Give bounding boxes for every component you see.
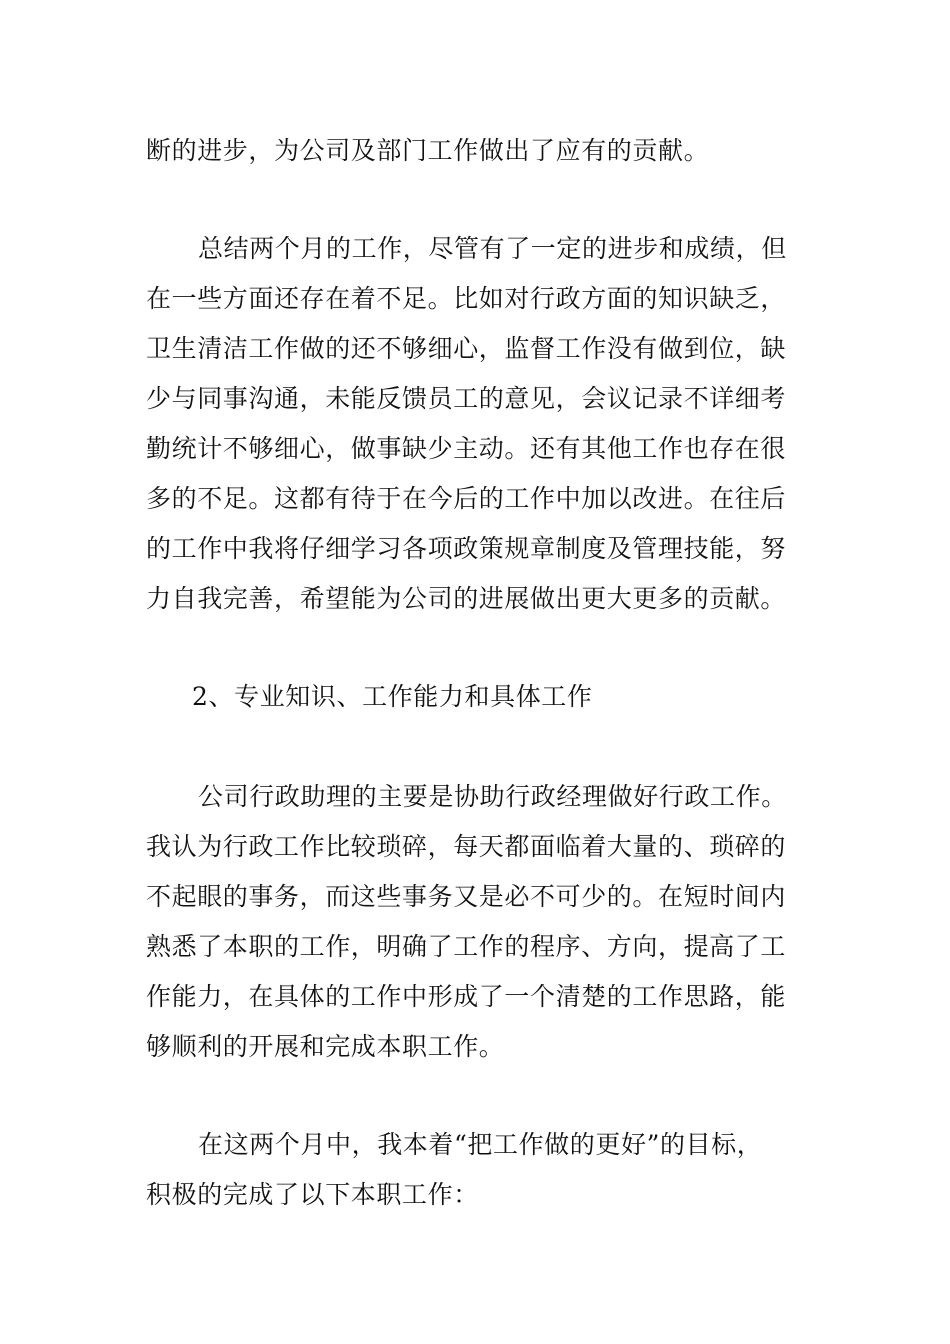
paragraph-line: 积极的完成了以下本职工作： xyxy=(146,1180,479,1209)
paragraph-line: 多的不足。这都有待于在今后的工作中加以改进。在往后 xyxy=(146,484,787,513)
paragraph-line: 公司行政助理的主要是协助行政经理做好行政工作。 xyxy=(198,782,787,811)
paragraph-line: 的工作中我将仔细学习各项政策规章制度及管理技能，努 xyxy=(146,534,787,563)
paragraph-line: 作能力，在具体的工作中形成了一个清楚的工作思路，能 xyxy=(146,982,787,1011)
paragraph-line: 勤统计不够细心，做事缺少主动。还有其他工作也存在很 xyxy=(146,434,787,463)
paragraph-line: 总结两个月的工作，尽管有了一定的进步和成绩，但 xyxy=(198,234,787,263)
paragraph-line: 在一些方面还存在着不足。比如对行政方面的知识缺乏， xyxy=(146,284,787,313)
paragraph-line: 卫生清洁工作做的还不够细心，监督工作没有做到位，缺 xyxy=(146,334,787,363)
paragraph-line: 在这两个月中，我本着“把工作做的更好”的目标， xyxy=(198,1130,763,1159)
paragraph-line: 熟悉了本职的工作，明确了工作的程序、方向，提高了工 xyxy=(146,932,787,961)
paragraph-line: 我认为行政工作比较琐碎，每天都面临着大量的、琐碎的 xyxy=(146,832,787,861)
section-heading: 2、专业知识、工作能力和具体工作 xyxy=(192,682,593,711)
paragraph-line: 断的进步，为公司及部门工作做出了应有的贡献。 xyxy=(146,136,710,165)
paragraph-line: 少与同事沟通，未能反馈员工的意见，会议记录不详细考 xyxy=(146,384,787,413)
paragraph-line: 够顺利的开展和完成本职工作。 xyxy=(146,1032,505,1061)
paragraph-line: 力自我完善，希望能为公司的进展做出更大更多的贡献。 xyxy=(146,584,787,613)
paragraph-line: 不起眼的事务，而这些事务又是必不可少的。在短时间内 xyxy=(146,882,787,911)
